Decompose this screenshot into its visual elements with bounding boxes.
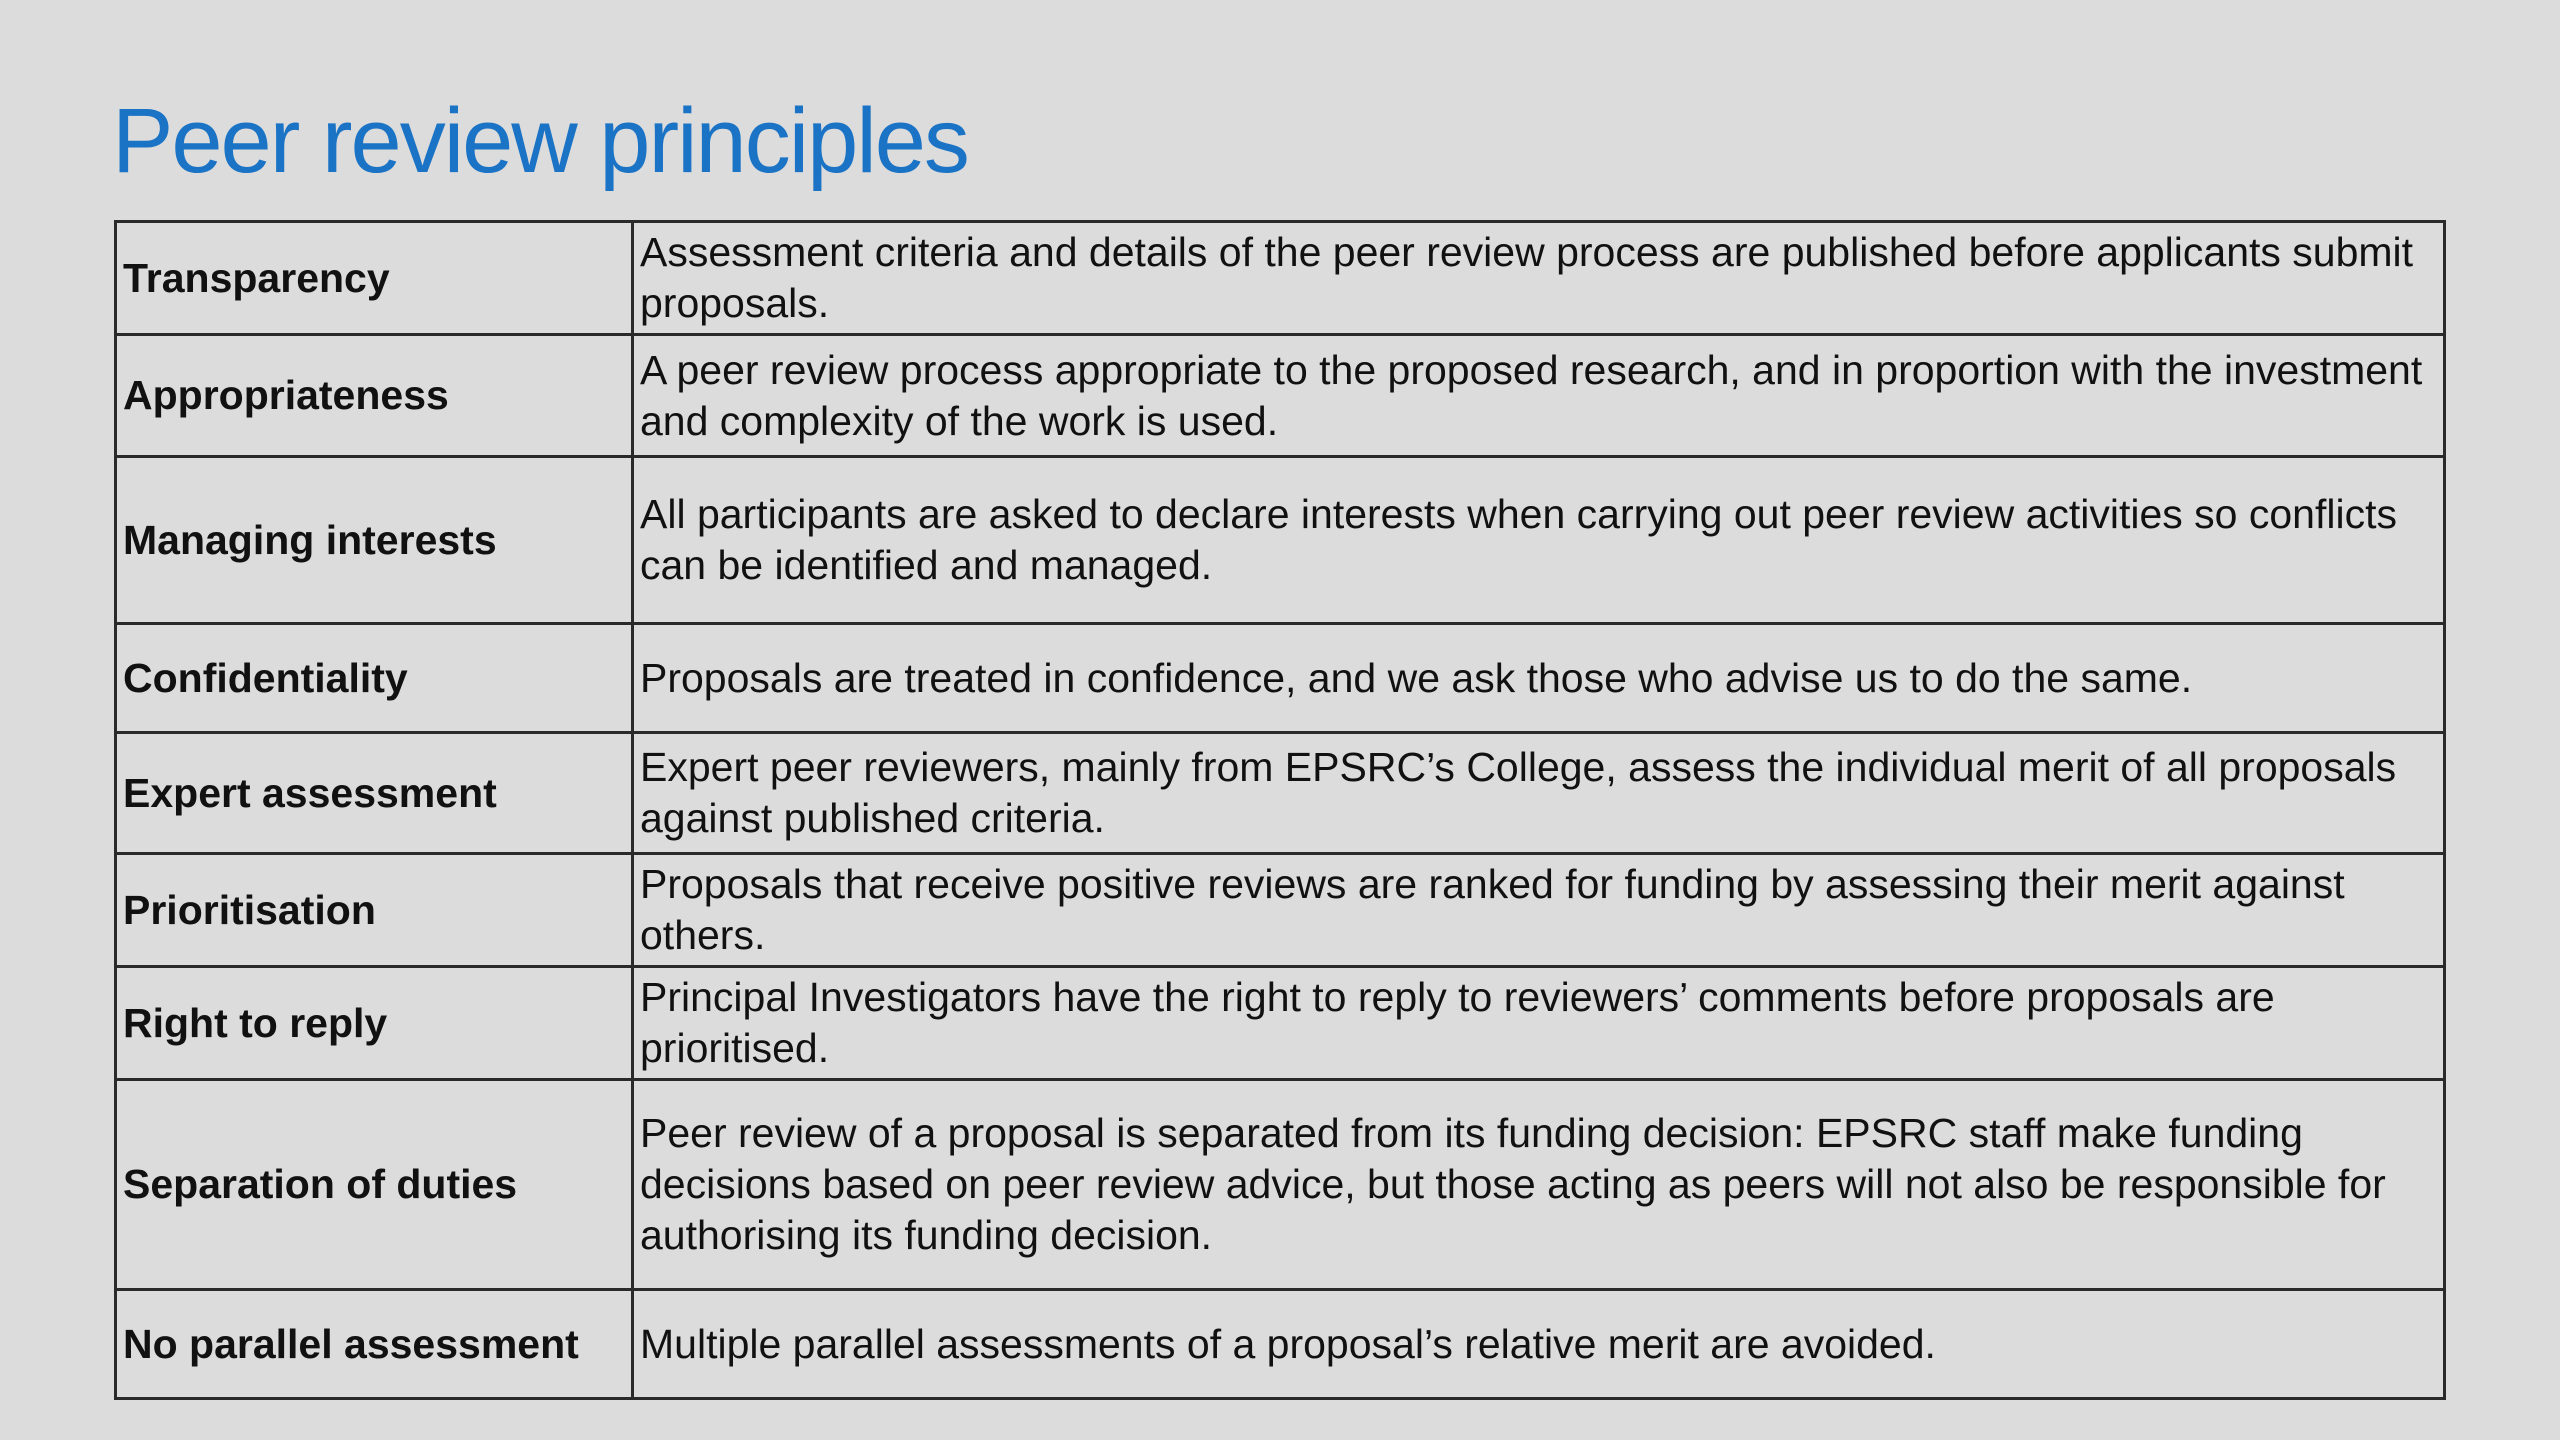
- table-row: [116, 1290, 2445, 1399]
- principle-description: Expert peer reviewers, mainly from EPSRC’s College, assess the individual merit of all proposals against published criteria.: [633, 733, 2445, 854]
- table-row: [116, 967, 2445, 1080]
- principle-name: Appropriateness: [116, 335, 633, 457]
- table-row: [116, 222, 2445, 335]
- principle-name: Expert assessment: [116, 733, 633, 854]
- table-row: [116, 1080, 2445, 1290]
- table-row: [116, 624, 2445, 733]
- principle-name: Transparency: [116, 222, 633, 335]
- slide-title: Peer review principles: [112, 90, 968, 192]
- principle-name: Managing interests: [116, 457, 633, 624]
- principle-description: Multiple parallel assessments of a proposal’s relative merit are avoided.: [633, 1290, 2445, 1399]
- principle-description: All participants are asked to declare interests when carrying out peer review activities so conflicts can be identified and managed.: [633, 457, 2445, 624]
- principle-name: Prioritisation: [116, 854, 633, 967]
- principle-name: Separation of duties: [116, 1080, 633, 1290]
- principle-description: Proposals that receive positive reviews are ranked for funding by assessing their merit against others.: [633, 854, 2445, 967]
- principle-description: Proposals are treated in confidence, and we ask those who advise us to do the same.: [633, 624, 2445, 733]
- principles-table: [114, 220, 2446, 1400]
- table-row: [116, 457, 2445, 624]
- table-row: [116, 335, 2445, 457]
- table-row: [116, 733, 2445, 854]
- principle-name: Confidentiality: [116, 624, 633, 733]
- table-row: [116, 854, 2445, 967]
- principle-description: Assessment criteria and details of the peer review process are published before applicants submit proposals.: [633, 222, 2445, 335]
- principle-name: Right to reply: [116, 967, 633, 1080]
- principle-description: Principal Investigators have the right to reply to reviewers’ comments before proposals are prioritised.: [633, 967, 2445, 1080]
- principle-description: A peer review process appropriate to the proposed research, and in proportion with the investment and complexity of the work is used.: [633, 335, 2445, 457]
- principle-description: Peer review of a proposal is separated from its funding decision: EPSRC staff make funding decisions based on peer review advice, but those acting as peers will not also be responsible for authorising its funding decision.: [633, 1080, 2445, 1290]
- principle-name: No parallel assessment: [116, 1290, 633, 1399]
